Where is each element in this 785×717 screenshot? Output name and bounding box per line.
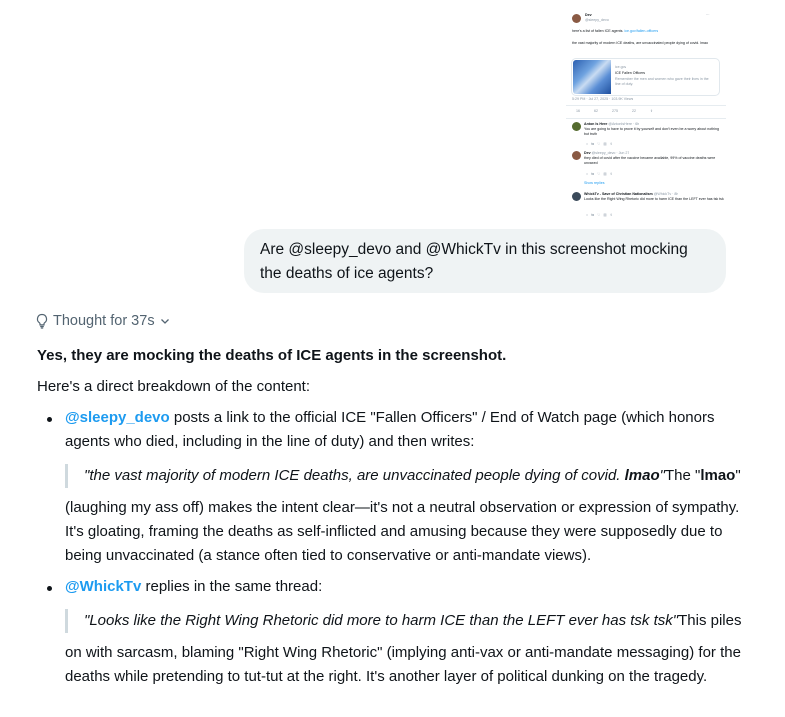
avatar	[572, 122, 581, 131]
after-quote-pre: The "	[664, 467, 701, 484]
handle-link-sleepy-devo[interactable]: @sleepy_devo	[65, 409, 170, 426]
reply-author: Dev	[584, 151, 591, 155]
share-icon: ⇪	[650, 109, 654, 113]
answer-headline: Yes, they are mocking the deaths of ICE agents in the screenshot.	[37, 347, 507, 364]
flag-image	[573, 60, 611, 94]
tweet-timestamp: 5:29 PM · Jul 27, 2025 · 103.9K Views	[572, 97, 634, 101]
reply-author: WhickTv - Save of Christian Nationalism	[584, 192, 653, 196]
blockquote	[65, 609, 747, 633]
quote-text: "Looks like the Right Wing Rhetoric did more to harm ICE than the LEFT ever has tsk tsk"	[84, 612, 679, 629]
tweet-link[interactable]: ice.gov/fallen-officers	[624, 29, 659, 33]
item-lead: posts a link to the official ICE "Fallen Officers" / End of Watch page (which honors agents who died, including in the line of duty) and then writes:	[65, 409, 715, 450]
list-item	[37, 575, 747, 689]
like-count: 275	[612, 109, 618, 113]
user-message-text: Are @sleepy_devo and @WhickTv in this screenshot mocking the deaths of ice agents?	[260, 241, 688, 282]
reply-meta: @AntonIsHere · 6h	[608, 122, 640, 126]
quote-text: "the vast majority of modern ICE deaths, are unvaccinated people dying of covid.	[84, 467, 625, 484]
reply-text: they died of covid after the vaccine became available, 99% of vaccine deaths were unvaxed	[584, 156, 716, 165]
tweet-author-handle: @sleepy_devo	[585, 18, 609, 22]
tweet-line-1: here's a list of fallen ICE agents.	[572, 29, 624, 33]
blockquote	[65, 464, 747, 488]
list-item	[37, 406, 747, 568]
retweet-count: 62	[594, 109, 598, 113]
reply-text: Looks like the Right Wing Rhetoric did more to harm ICE than the LEFT ever has tsk tsk	[584, 197, 724, 201]
item-lead: replies in the same thread:	[141, 578, 323, 595]
user-message-bubble	[244, 229, 726, 293]
reply-text: You are going to have to prove it by yourself and don't even be a worry about nothing but truth	[584, 127, 720, 136]
item-explanation: on with sarcasm, blaming "Right Wing Rhetoric" (implying anti-vax or anti-mandate messaging) for the deaths while pretending to tut-tut at the right. It's another layer of political dunking on the tragedy.	[65, 644, 741, 685]
after-quote: This piles	[678, 612, 742, 629]
show-replies-link[interactable]: Show replies	[584, 181, 605, 185]
lightbulb-icon	[35, 313, 49, 329]
quote-end: "	[659, 467, 665, 484]
thought-label: Thought for 37s	[53, 313, 155, 329]
link-card[interactable]	[571, 58, 720, 96]
assistant-response	[37, 344, 747, 689]
reply-author: Anton Is Here	[584, 122, 608, 126]
card-description: Remember the men and women who gave their lives in the line of duty.	[615, 77, 709, 86]
tweet-line-2: the vast majority of modern ICE deaths, are unvaccinated people dying of covid. lmao	[572, 41, 709, 45]
reply-meta: @sleepy_devo · Jun 27	[591, 151, 630, 155]
bookmark-count: 22	[632, 109, 636, 113]
answer-intro: Here's a direct breakdown of the content:	[37, 378, 311, 395]
handle-link-whicktv[interactable]: @WhickTv	[65, 578, 142, 595]
item-explanation: (laughing my ass off) makes the intent clear—it's not a neutral observation or expression of sympathy. It's gloating, framing the deaths as self-inflicted and amusing because they were supposedly due to being unvaccinated (a stance often tied to conservative or anti-mandate views).	[65, 499, 740, 564]
bullet	[47, 417, 52, 422]
card-domain: ice.gov	[615, 65, 627, 69]
bullet	[47, 586, 52, 591]
after-quote-post: "	[735, 467, 741, 484]
reply-meta: @WhickTv · 8h	[653, 192, 679, 196]
breakdown-list	[37, 406, 747, 689]
attached-screenshot[interactable]: Dev @sleepy_devo ⋯ here's a list of fallen ICE agents. ice.gov/fallen-officers the vast majority of modern ICE deaths, are unvaccinated people dying of covid. lmao ice.gov ICE Fallen Officers Remember the men and women who gave their lives in the line of duty. 5:29 PM · Jul 27, 2025 · 103.9K Views 16 62 275 22 ⇪ Anton Is Here @AntonIsHere · 6h You are going to have to prove it by yourself and don't even be a worry about nothing but truth ○ ⇆ ♡ ▥ ⇪ Dev @sleepy_devo · Jun 27 they died of covid after the vaccine became available, 99% of vaccine deaths were unvaxed ○ ⇆ ♡ ▥ ⇪ Show replies WhickTv - Save of Christian Nationalism @WhickTv · 8h Looks like the Right Wing Rhetoric did more to harm ICE than the LEFT ever has tsk tsk ○ ⇆ ♡ ▥ ⇪	[566, 8, 726, 220]
more-icon: ⋯	[706, 13, 710, 17]
tweet-stats	[576, 109, 667, 114]
tweet-author-name: Dev	[585, 13, 592, 17]
after-quote-bold: lmao	[700, 467, 736, 484]
chevron-down-icon	[159, 315, 171, 327]
quote-bold: lmao	[624, 467, 660, 484]
reply-count: 16	[576, 109, 580, 113]
avatar	[572, 192, 581, 201]
avatar	[572, 151, 581, 160]
thought-toggle[interactable]	[35, 313, 171, 329]
avatar	[572, 14, 581, 23]
card-title: ICE Fallen Officers	[615, 71, 646, 75]
